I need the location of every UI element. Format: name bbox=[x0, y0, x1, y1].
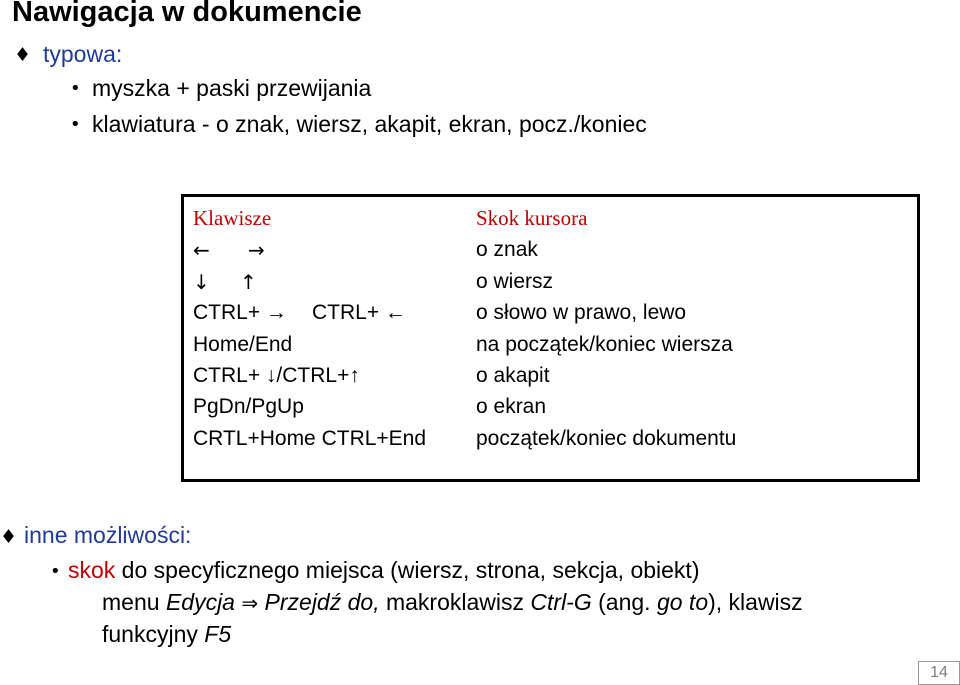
text-ctrl-g: Ctrl-G bbox=[530, 589, 592, 615]
text-makroklawisz: makroklawisz bbox=[379, 589, 531, 615]
bullet-item: myszka + paski przewijania bbox=[92, 75, 372, 101]
function-key-line bbox=[102, 621, 231, 648]
table-row-jump: o akapit bbox=[476, 364, 550, 387]
table-row-key: CTRL+ → bbox=[193, 301, 287, 324]
page-title: Nawigacja w dokumencie bbox=[12, 0, 362, 28]
section-inne-heading: inne możliwości: bbox=[24, 522, 192, 548]
bullet-icon: • bbox=[70, 78, 81, 99]
bullet-item: klawiatura - o znak, wiersz, akapit, ekran, pocz./koniec bbox=[92, 111, 647, 137]
right-arrow-icon: → bbox=[248, 238, 265, 262]
diamond-bullet-icon: ♦ bbox=[0, 526, 18, 548]
table-row-jump: o wiersz bbox=[476, 270, 554, 293]
text-klawisz: ), klawisz bbox=[708, 589, 803, 615]
double-arrow-icon: ⇒ bbox=[241, 591, 259, 615]
text-funkcyjny: funkcyjny bbox=[102, 621, 205, 647]
table-header-keys: Klawisze bbox=[193, 206, 272, 230]
table-row-key: PgDn/PgUp bbox=[193, 395, 304, 418]
table-header-jump: Skok kursora bbox=[476, 206, 588, 230]
table-row-jump: początek/koniec dokumentu bbox=[476, 427, 737, 450]
skok-keyword: skok bbox=[68, 557, 116, 583]
table-row-key: CRTL+Home CTRL+End bbox=[193, 427, 427, 450]
down-arrow-icon: ↓ bbox=[193, 270, 210, 294]
table-row-jump: o ekran bbox=[476, 395, 547, 418]
text-go-to: go to bbox=[656, 589, 709, 615]
bullet-icon: • bbox=[70, 114, 81, 135]
text-edycja: Edycja bbox=[165, 589, 235, 615]
page-number: 14 bbox=[918, 661, 960, 685]
bullet-item-skok bbox=[68, 557, 699, 584]
table-row-jump: o znak bbox=[476, 238, 538, 261]
up-arrow-icon: ↑ bbox=[240, 270, 257, 294]
table-row-jump: o słowo w prawo, lewo bbox=[476, 301, 687, 324]
bullet-icon: • bbox=[50, 561, 61, 582]
table-row-key: CTRL+ ↓/CTRL+↑ bbox=[193, 364, 360, 387]
table-row-key: Home/End bbox=[193, 333, 293, 356]
section-typowa-heading: typowa: bbox=[43, 41, 123, 67]
goto-line bbox=[102, 589, 803, 616]
left-arrow-icon: ← bbox=[193, 238, 210, 262]
table-row-jump: na początek/koniec wiersza bbox=[476, 333, 733, 356]
text-f5: F5 bbox=[204, 621, 232, 647]
text-ang: (ang. bbox=[591, 589, 657, 615]
text-menu: menu bbox=[102, 589, 166, 615]
diamond-bullet-icon: ♦ bbox=[14, 44, 32, 66]
skok-description: do specyficznego miejsca (wiersz, strona, sekcja, obiekt) bbox=[115, 557, 700, 583]
text-przejdz-do: Przejdź do, bbox=[258, 589, 380, 615]
table-row-key: CTRL+ ← bbox=[312, 301, 406, 324]
